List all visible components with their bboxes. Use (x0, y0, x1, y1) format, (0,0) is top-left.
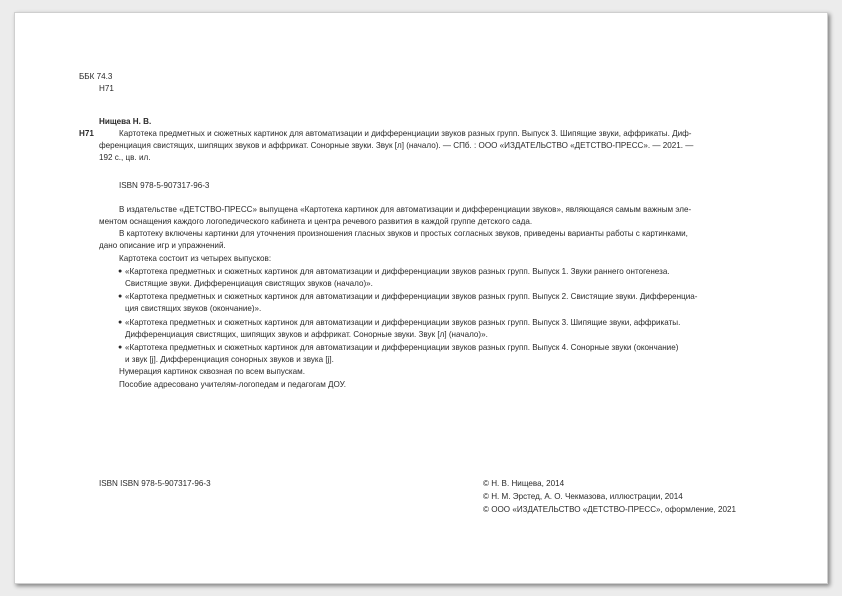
author-sign-bold: Н71 (79, 129, 94, 138)
author-name: Нищева Н. В. (99, 117, 152, 126)
list-item: «Картотека предметных и сюжетных картинок для автоматизации и дифференциации звуков разных групп. Выпуск 2. Свистящие звуки. Дифференциа- (125, 292, 698, 301)
annotation-line: дано описание игр и упражнений. (99, 241, 226, 250)
annotation-line: ментом оснащения каждого логопедического кабинета и центра речевого развития в каждой группе детского сада. (99, 217, 533, 226)
list-item: «Картотека предметных и сюжетных картинок для автоматизации и дифференциации звуков разных групп. Выпуск 4. Сонорные звуки (окончание) (125, 343, 679, 352)
list-item: Дифференциация свистящих, шипящих звуков и аффрикат. Сонорные звуки. Звук [л] (начало)». (125, 330, 488, 339)
bullet-icon: ● (118, 268, 123, 275)
list-item: «Картотека предметных и сюжетных картинок для автоматизации и дифференциации звуков разных групп. Выпуск 1. Звуки раннего онтогенеза. (125, 267, 670, 276)
list-item: Свистящие звуки. Дифференциация свистящих звуков (начало)». (125, 279, 373, 288)
biblio-line: Картотека предметных и сюжетных картинок для автоматизации и дифференциации звуков разных групп. Выпуск 3. Шипящие звуки, аффрикаты. Диф- (119, 129, 692, 138)
bullet-icon: ● (118, 344, 123, 351)
bullet-icon: ● (118, 293, 123, 300)
annotation-line: В картотеку включены картинки для уточнения произношения гласных звуков и простых согласных звуков, приведены варианты работы с картинками, (119, 229, 688, 238)
book-imprint-page (14, 12, 828, 584)
author-sign: Н71 (99, 84, 114, 93)
biblio-line: ференциация свистящих, шипящих звуков и аффрикат. Сонорные звуки. Звук [л] (начало). — СПб. : ООО «ИЗДАТЕЛЬСТВО «ДЕТСТВО-ПРЕСС». — 2021. — (99, 141, 694, 150)
biblio-line: 192 с., цв. ил. (99, 153, 151, 162)
isbn-top: ISBN 978-5-907317-96-3 (119, 181, 210, 190)
bullet-icon: ● (118, 319, 123, 326)
copyright-line: © ООО «ИЗДАТЕЛЬСТВО «ДЕТСТВО-ПРЕСС», оформление, 2021 (483, 505, 736, 514)
annotation-line: Нумерация картинок сквозная по всем выпускам. (119, 367, 305, 376)
bbk-code: ББК 74.3 (79, 72, 113, 81)
annotation-line: В издательстве «ДЕТСТВО-ПРЕСС» выпущена «Картотека картинок для автоматизации и дифференциации звуков», являющаяся самым важным эле- (119, 205, 692, 214)
annotation-line: Картотека состоит из четырех выпусков: (119, 254, 272, 263)
list-item: и звук [j]. Дифференциация сонорных звуков и звука [j]. (125, 355, 334, 364)
list-item: ция свистящих звуков (окончание)». (125, 304, 262, 313)
list-item: «Картотека предметных и сюжетных картинок для автоматизации и дифференциации звуков разных групп. Выпуск 3. Шипящие звуки, аффрикаты. (125, 318, 681, 327)
copyright-line: © Н. М. Эрстед, А. О. Чекмазова, иллюстрации, 2014 (483, 492, 683, 501)
isbn-bottom: ISBN ISBN 978-5-907317-96-3 (99, 479, 211, 488)
annotation-line: Пособие адресовано учителям-логопедам и педагогам ДОУ. (119, 380, 346, 389)
copyright-line: © Н. В. Нищева, 2014 (483, 479, 565, 488)
